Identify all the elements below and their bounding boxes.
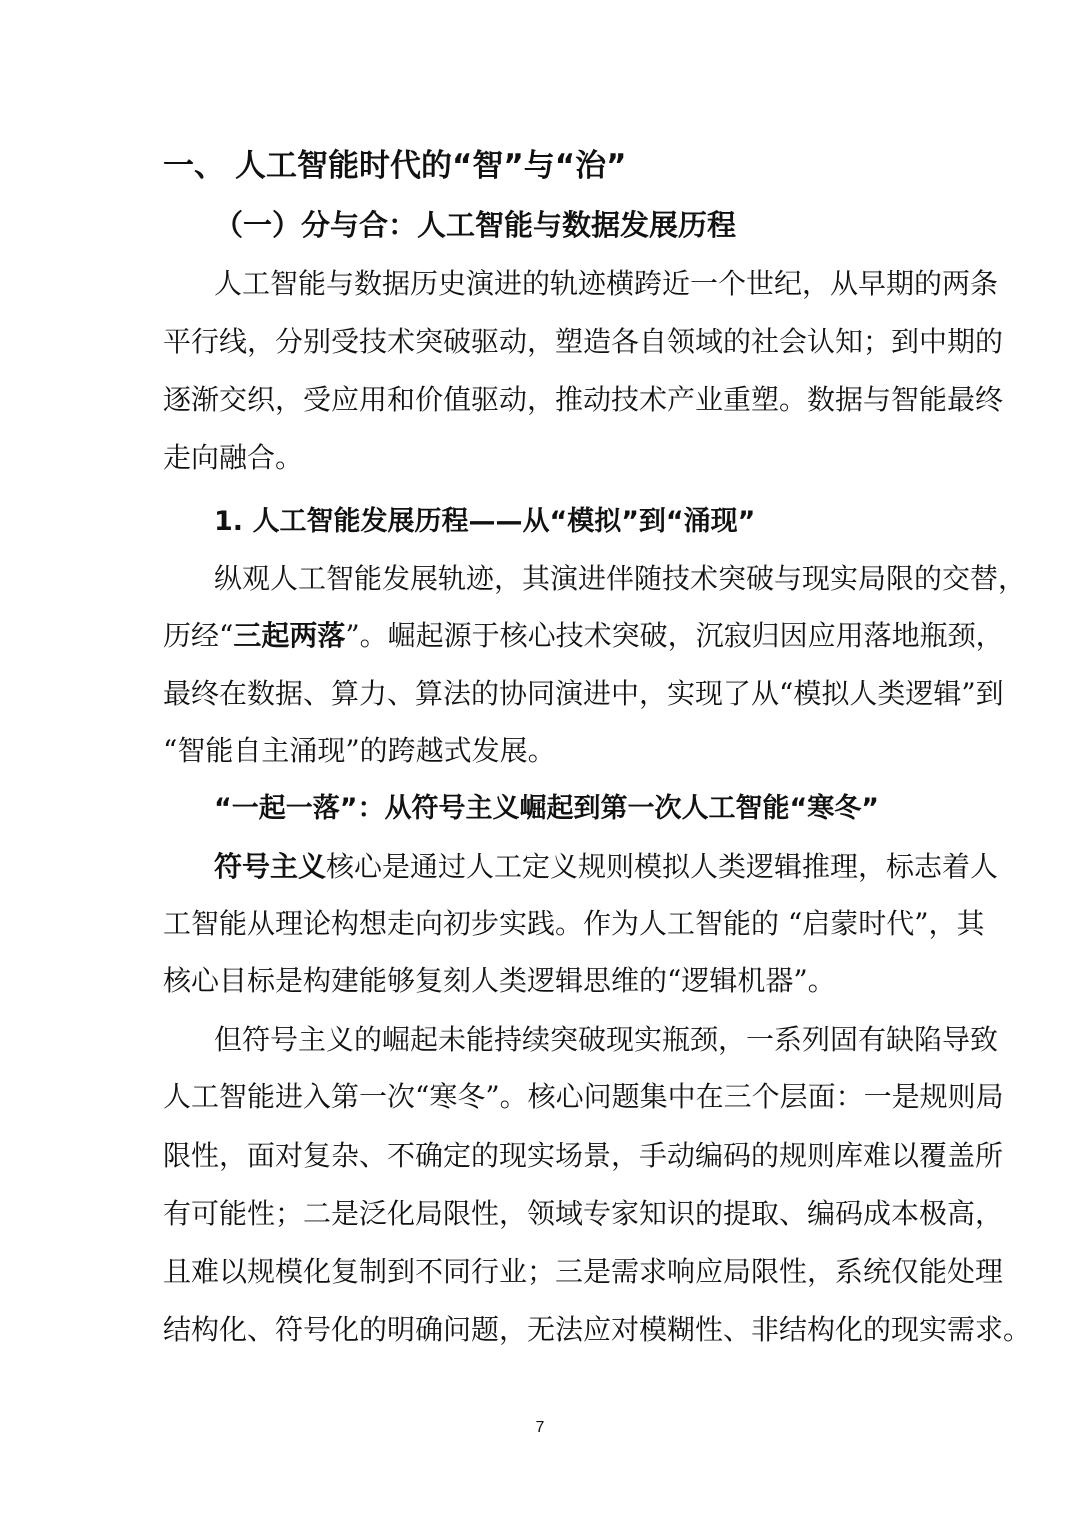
numbered-heading: 1. 人工智能发展历程——从“模拟”到“涌现” — [214, 506, 756, 537]
paragraph-line: 最终在数据、算力、算法的协同演进中，实现了从“模拟人类逻辑”到 — [163, 677, 1004, 710]
paragraph-line: 结构化、符号化的明确问题，无法应对模糊性、非结构化的现实需求。 — [163, 1313, 1032, 1346]
paragraph-line: 但符号主义的崛起未能持续突破现实瓶颈，一系列固有缺陷导致 — [214, 1023, 999, 1056]
emphasis-text: 符号主义 — [214, 850, 327, 883]
paragraph-line: 人工智能与数据历史演进的轨迹横跨近一个世纪，从早期的两条 — [214, 267, 999, 300]
section-title: 人工智能时代的“智”与“治” — [235, 148, 627, 184]
paragraph-line: 逐渐交织，受应用和价值驱动，推动技术产业重塑。数据与智能最终 — [163, 383, 1004, 416]
paragraph-text: 核心是通过人工定义规则模拟人类逻辑推理，标志着人 — [326, 850, 999, 883]
paragraph-line: 核心目标是构建能够复刻人类逻辑思维的“逻辑机器”。 — [163, 964, 836, 997]
emphasis-text: 三起两落 — [233, 619, 346, 652]
paragraph-line: “智能自主涌现”的跨越式发展。 — [163, 734, 556, 767]
paragraph-line: 走向融合。 — [163, 441, 304, 474]
subsection-heading: （一）分与合：人工智能与数据发展历程 — [214, 208, 737, 242]
paragraph-text: 历经“ — [163, 619, 234, 652]
paragraph-line — [163, 619, 1004, 652]
section-number: 一、 — [163, 148, 225, 184]
paragraph-line: 且难以规模化复制到不同行业；三是需求响应局限性，系统仅能处理 — [163, 1255, 1004, 1288]
paragraph-line: 纵观人工智能发展轨迹，其演进伴随技术突破与现实局限的交替， — [214, 562, 1027, 595]
section-heading — [163, 148, 627, 184]
paragraph-line: 限性，面对复杂、不确定的现实场景，手动编码的规则库难以覆盖所 — [163, 1139, 1004, 1172]
page-number: 7 — [535, 1419, 545, 1436]
paragraph-line: 有可能性；二是泛化局限性，领域专家知识的提取、编码成本极高， — [163, 1197, 1004, 1230]
paragraph-text: ”。崛起源于核心技术突破，沉寂归因应用落地瓶颈， — [345, 619, 1004, 652]
paragraph-line: 平行线，分别受技术突破驱动，塑造各自领域的社会认知；到中期的 — [163, 325, 1004, 358]
paragraph-line — [214, 850, 999, 883]
paragraph-line: 人工智能进入第一次“寒冬”。核心问题集中在三个层面：一是规则局 — [163, 1080, 1004, 1113]
topic-heading: “一起一落”：从符号主义崛起到第一次人工智能“寒冬” — [214, 793, 879, 824]
paragraph-line: 工智能从理论构想走向初步实践。作为人工智能的 “启蒙时代”，其 — [163, 907, 985, 940]
